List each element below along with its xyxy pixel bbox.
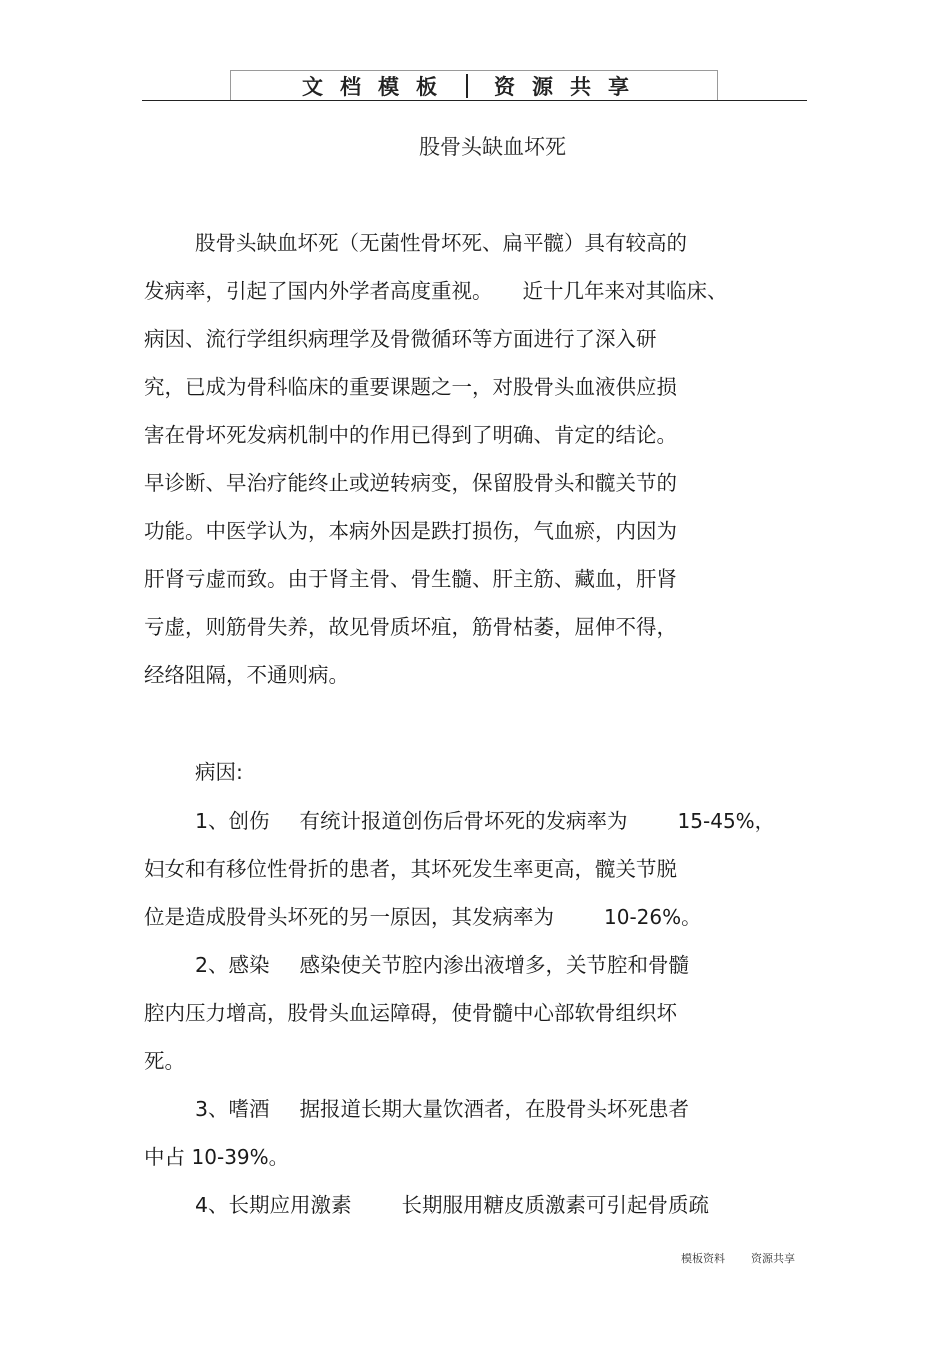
intro-line-2: [144, 278, 728, 304]
cause3-label: 3、嗜酒: [195, 1097, 270, 1121]
header-left-text: 文档模板: [302, 74, 454, 99]
document-header: [230, 70, 718, 101]
cause2-line-2: 腔内压力增高，股骨头血运障碍，使骨髓中心部软骨组织坏: [144, 1001, 677, 1025]
cause3-line-2: [144, 1144, 289, 1170]
cause4-label: 4、长期应用激素: [195, 1193, 352, 1217]
cause1-text: 有统计报道创伤后骨坏死的发病率为: [299, 809, 628, 833]
footer-left: 模板资料: [681, 1252, 725, 1265]
cause1-rate2: 10-26%。: [604, 905, 702, 929]
intro-line-9: 亏虚，则筋骨失养，故见骨质坏疽，筋骨枯萎，屈伸不得，: [144, 615, 677, 639]
causes-heading: 病因:: [195, 760, 243, 784]
cause2-line-1: [195, 952, 689, 978]
intro-line-2-b: 近十几年来对其临床、: [522, 279, 728, 303]
header-rule: [142, 100, 807, 101]
cause1-line-2: 妇女和有移位性骨折的患者，其坏死发生率更高，髋关节脱: [144, 857, 677, 881]
intro-line-10: 经络阻隔，不通则病。: [144, 663, 349, 687]
intro-line-7: 功能。中医学认为，本病外因是跌打损伤，气血瘀，内因为: [144, 519, 677, 543]
page-title: 股骨头缺血坏死: [419, 135, 566, 159]
cause1-line-3: [144, 904, 701, 930]
cause4-line-1: [195, 1192, 709, 1218]
intro-line-4: 究，已成为骨科临床的重要课题之一，对股骨头血液供应损: [144, 375, 677, 399]
intro-line-6: 早诊断、早治疗能终止或逆转病变，保留股骨头和髋关节的: [144, 471, 677, 495]
intro-line-1: 股骨头缺血坏死（无菌性骨坏死、扁平髋）具有较高的: [195, 231, 687, 255]
intro-line-3: 病因、流行学组织病理学及骨微循环等方面进行了深入研: [144, 327, 657, 351]
intro-line-2-a: 发病率，引起了国内外学者高度重视。: [144, 279, 493, 303]
header-right-text: 资源共享: [494, 74, 646, 99]
cause2-text: 感染使关节腔内渗出液增多，关节腔和骨髓: [299, 953, 690, 977]
footer-right: 资源共享: [751, 1252, 795, 1265]
cause2-label: 2、感染: [195, 953, 270, 977]
cause3-line-1: [195, 1096, 689, 1122]
cause4-text: 长期服用糖皮质激素可引起骨质疏: [401, 1193, 710, 1217]
cause1-rate: 15-45%，: [677, 809, 775, 833]
cause1-line-1: [195, 808, 775, 834]
header-separator: [466, 74, 468, 98]
cause3-rate: 10-39%。: [191, 1145, 289, 1169]
cause2-line-3: 死。: [144, 1049, 185, 1073]
cause1-line-3-text: 位是造成股骨头坏死的另一原因，其发病率为: [144, 905, 554, 929]
page-footer: [681, 1250, 795, 1266]
intro-line-8: 肝肾亏虚而致。由于肾主骨、骨生髓、肝主筋、藏血，肝肾: [144, 567, 677, 591]
cause3-text: 据报道长期大量饮酒者，在股骨头坏死患者: [299, 1097, 690, 1121]
cause1-label: 1、创伤: [195, 809, 270, 833]
intro-line-5: 害在骨坏死发病机制中的作用已得到了明确、肯定的结论。: [144, 423, 677, 447]
cause3-prefix: 中占: [144, 1145, 185, 1169]
